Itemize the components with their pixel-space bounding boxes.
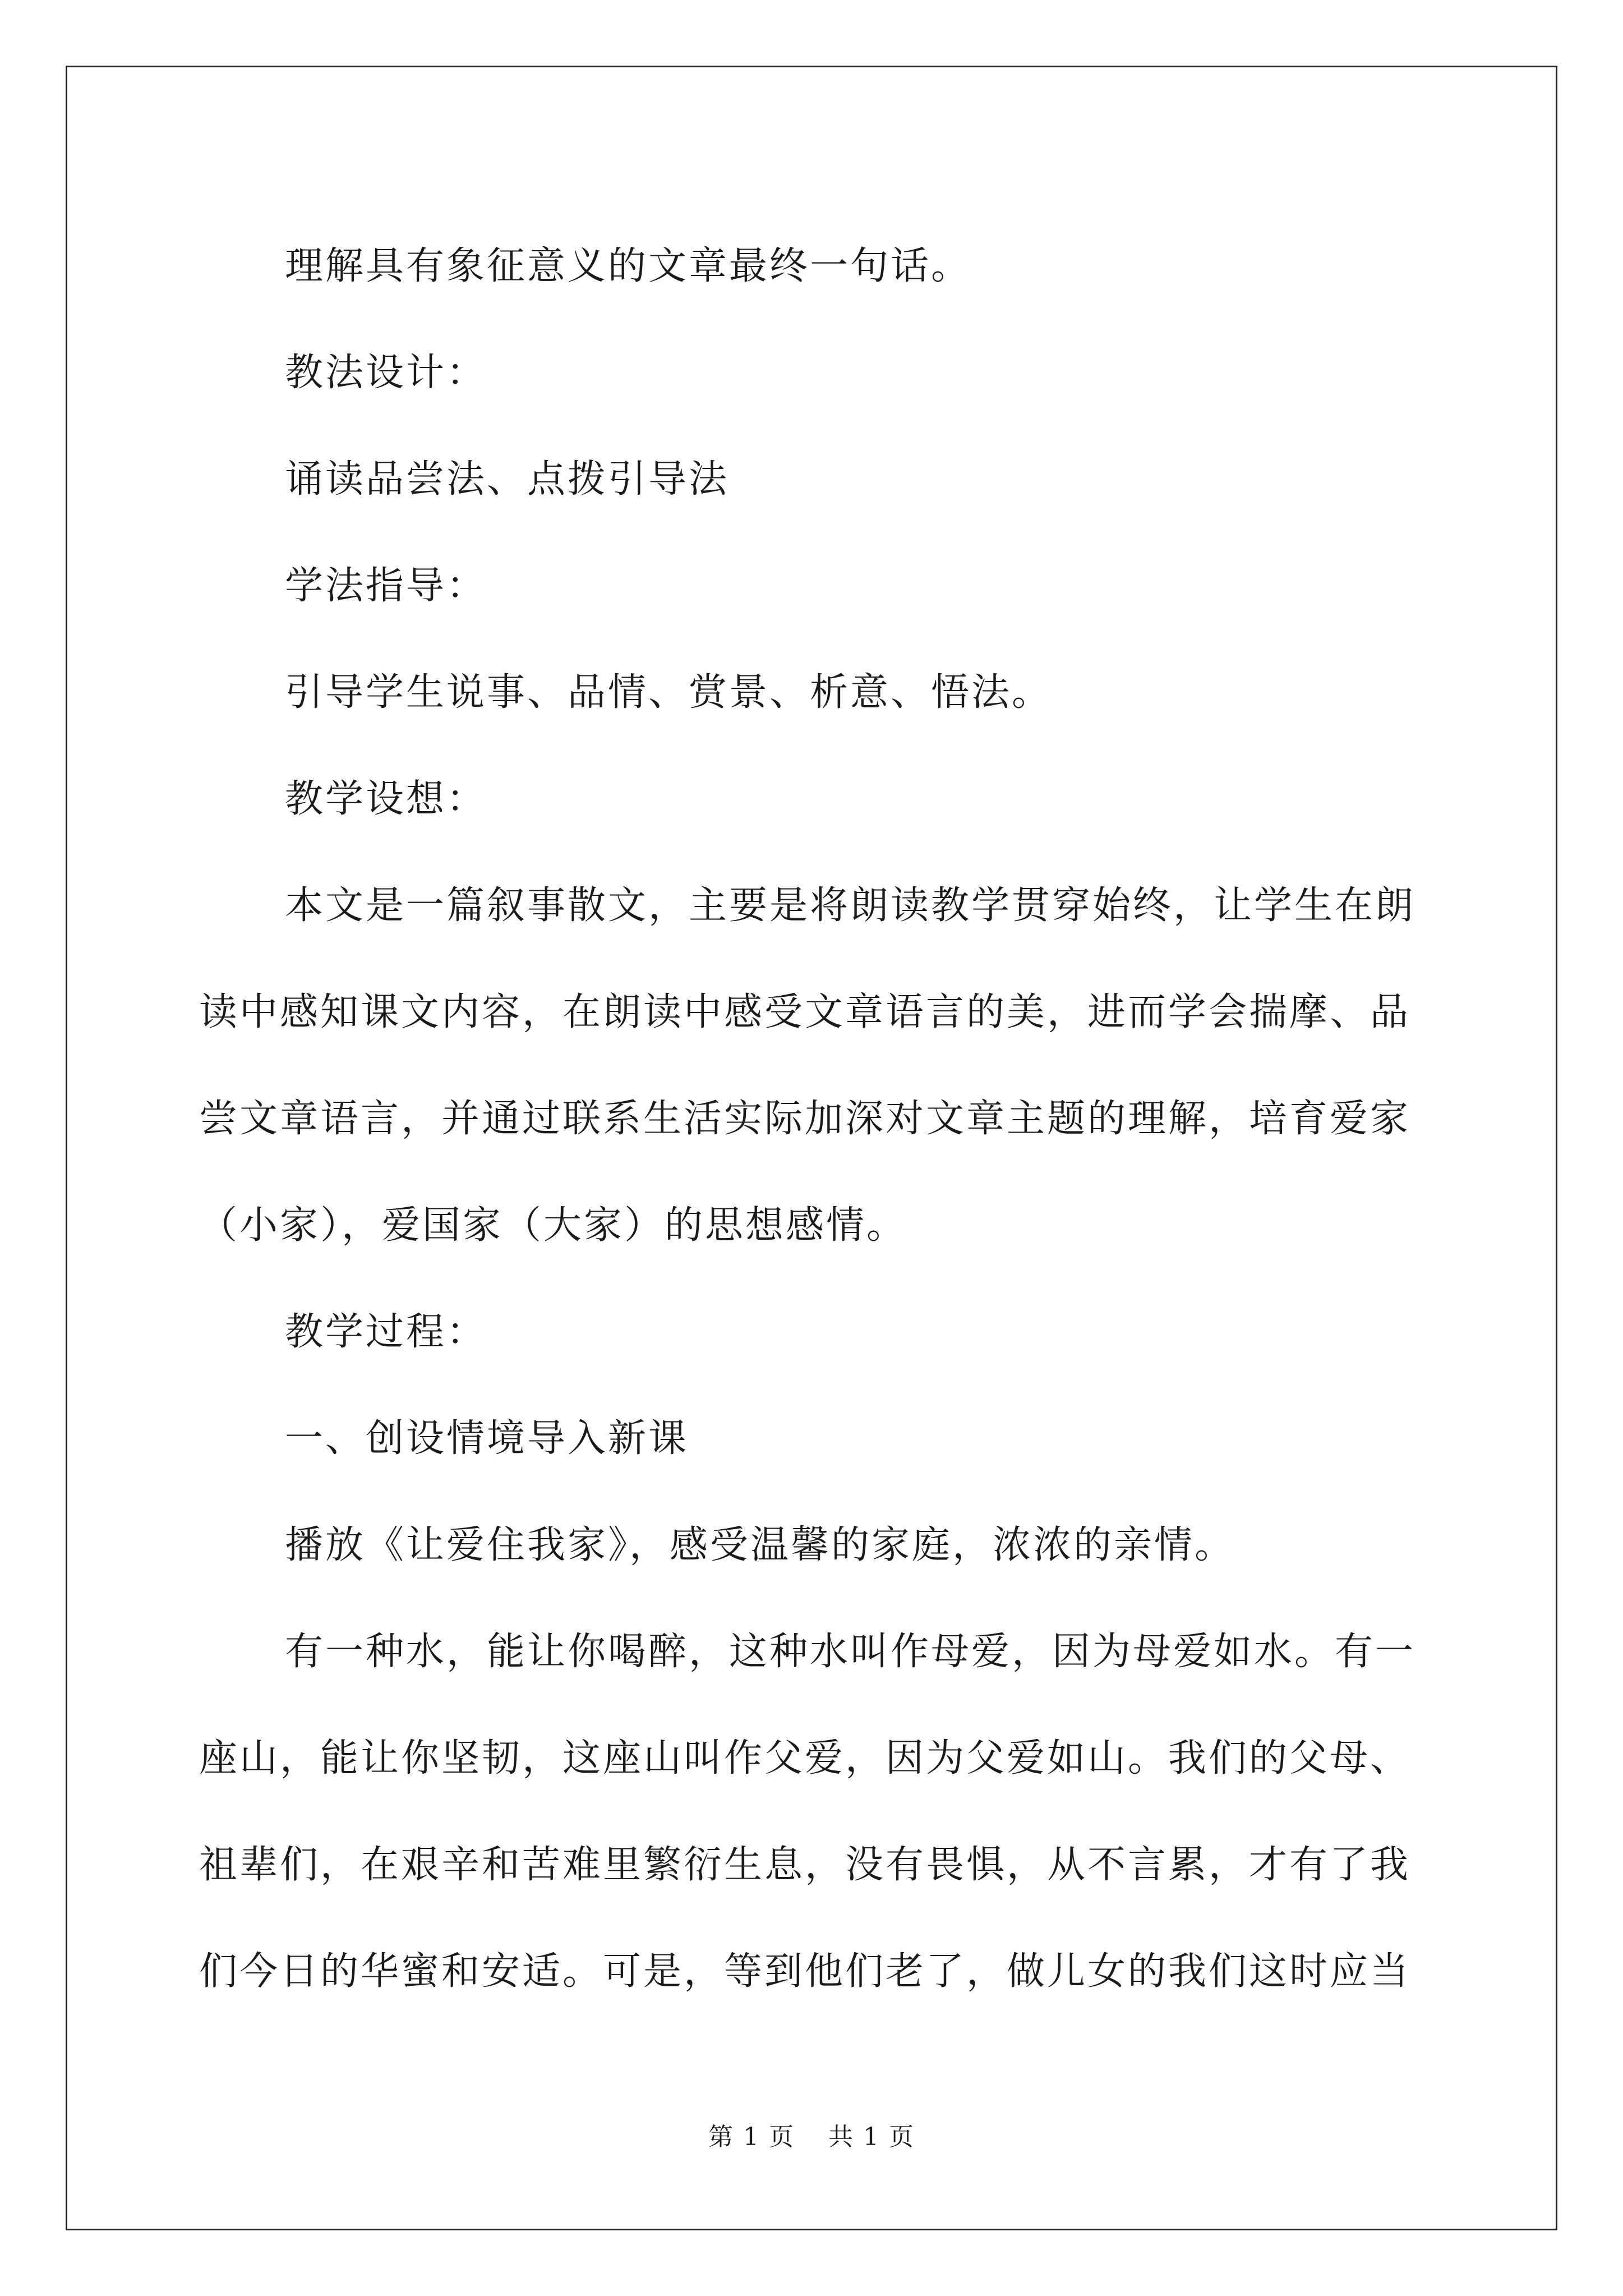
paragraph: 引导学生说事、品情、赏景、析意、悟法。 bbox=[285, 670, 1053, 715]
paragraph-line: （小家），爱国家（大家）的思想感情。 bbox=[199, 1203, 907, 1248]
document-body bbox=[199, 213, 1430, 2025]
subsection-heading: 一、创设情境导入新课 bbox=[285, 1416, 689, 1461]
page-footer bbox=[0, 2120, 1623, 2154]
paragraph-line: 祖辈们，在艰辛和苦难里繁衍生息，没有畏惧，从不言累，才有了我 bbox=[199, 1843, 1411, 1887]
paragraph-line: 读中感知课文内容，在朗读中感受文章语言的美，进而学会揣摩、品 bbox=[199, 990, 1411, 1034]
paragraph-line: 座山，能让你坚韧，这座山叫作父爱，因为父爱如山。我们的父母、 bbox=[199, 1736, 1411, 1780]
paragraph-line: 有一种水，能让你喝醉，这种水叫作母爱，因为母爱如水。有一 bbox=[285, 1630, 1416, 1674]
paragraph: 播放《让爱住我家》，感受温馨的家庭，浓浓的亲情。 bbox=[285, 1523, 1235, 1567]
paragraph: 诵读品尝法、点拨引导法 bbox=[285, 457, 730, 501]
paragraph-line: 本文是一篇叙事散文，主要是将朗读教学贯穿始终，让学生在朗 bbox=[285, 884, 1416, 928]
section-heading: 教学过程： bbox=[285, 1310, 487, 1354]
paragraph-line: 们今日的华蜜和安适。可是，等到他们老了，做儿女的我们这时应当 bbox=[199, 1949, 1411, 1994]
section-heading: 学法指导： bbox=[285, 564, 487, 608]
section-heading: 教学设想： bbox=[285, 777, 487, 821]
page-number-total: 共 1 页 bbox=[828, 2123, 915, 2151]
page-number-current: 第 1 页 bbox=[708, 2123, 795, 2151]
paragraph-line: 尝文章语言，并通过联系生活实际加深对文章主题的理解，培育爱家 bbox=[199, 1097, 1411, 1141]
paragraph: 理解具有象征意义的文章最终一句话。 bbox=[285, 244, 972, 288]
section-heading: 教法设计： bbox=[285, 351, 487, 395]
